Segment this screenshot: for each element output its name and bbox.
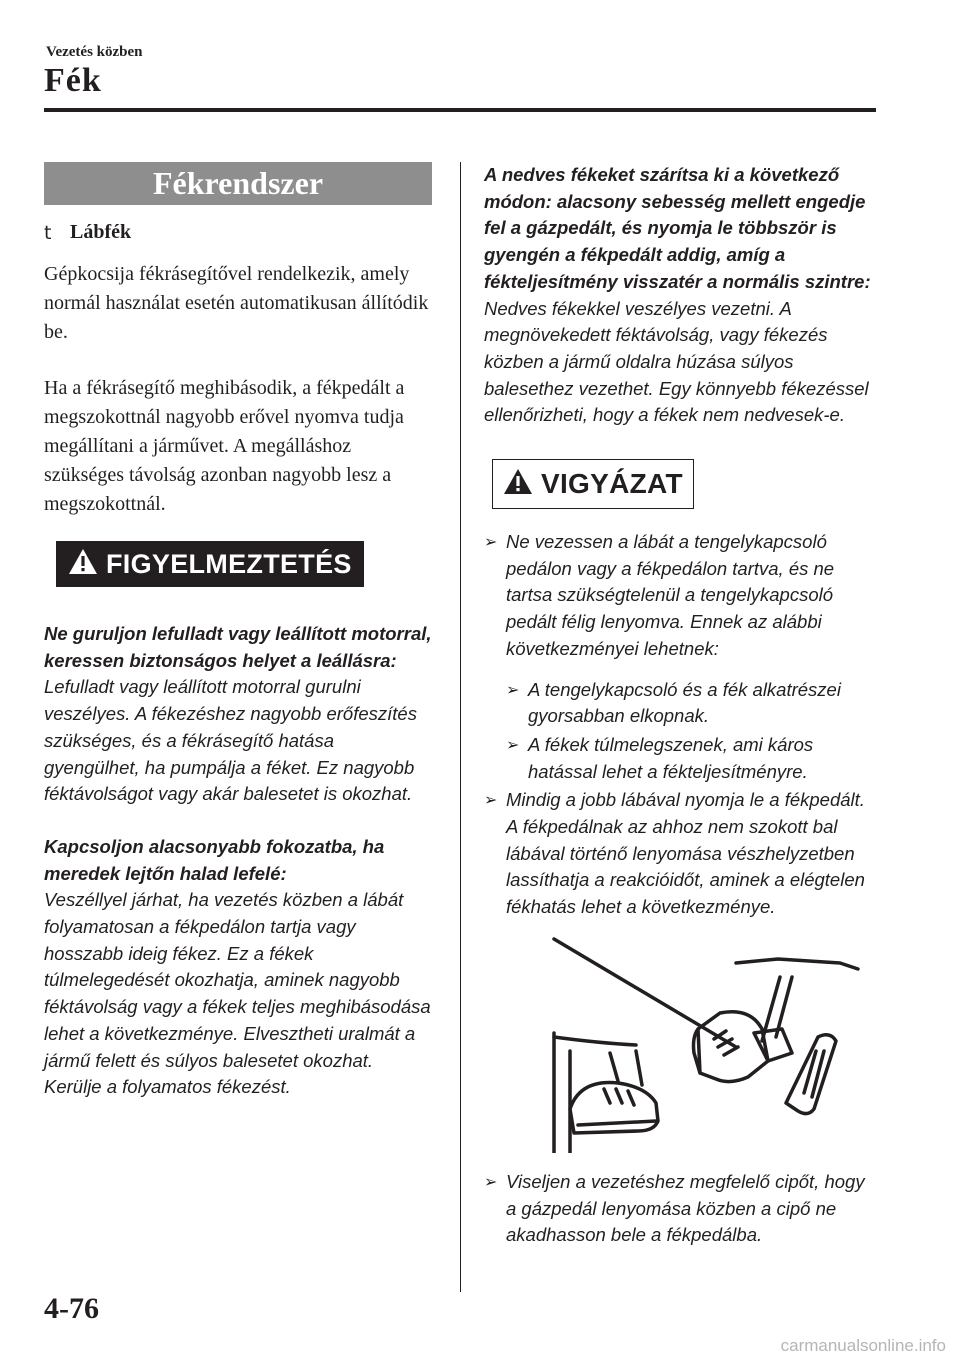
wet-brakes-body: Nedves fékekkel veszélyes vezetni. A megnövekedett féktávolság, vagy fékezés közben a jármű oldalra húzása súlyos balesethez vezethet. Egy könnyebb fékezéssel ellenőrizheti, hogy a fékek nem nedvesek-e. bbox=[484, 297, 869, 426]
left-column bbox=[44, 162, 434, 1101]
caution-box bbox=[492, 459, 694, 509]
warning-paragraph-2-title: Kapcsoljon alacsonyabb fokozatba, ha meredek lejtőn halad lefelé: bbox=[44, 835, 385, 884]
arrow-bullet-icon: ➢ bbox=[484, 1171, 498, 1191]
caution-label: VIGYÁZAT bbox=[541, 468, 683, 500]
wet-brakes-title: A nedves fékeket szárítsa ki a következő módon: alacsony sebesség mellett engedje fel a gázpedált, és nyomja le többször is gyengén a fékpedált addig, amíg a fékteljesítmény visszatér a normális szintre: bbox=[484, 164, 871, 292]
warning-label: FIGYELMEZTETÉS bbox=[106, 548, 352, 579]
caution-bullet-2 bbox=[484, 787, 876, 921]
right-column bbox=[484, 162, 876, 1249]
warning-paragraph-2-body: Veszéllyel járhat, ha vezetés közben a lábát folyamatosan a fékpedálon tartja vagy hosszabb ideig fékez. Ez a fékek túlmelegedését okozhatja, aminek nagyobb féktávolság vagy a fékek teljes meghibásodása lehet a következménye. Elvesztheti uralmát a jármű felett és súlyos balesetet okozhat. Kerülje a folyamatos fékezést. bbox=[44, 889, 431, 1098]
subsection-bullet: t bbox=[44, 221, 52, 244]
subsection-title: Lábfék bbox=[70, 221, 132, 243]
chapter-title: Fék bbox=[44, 62, 102, 99]
caution-list bbox=[484, 529, 876, 921]
caution-sub-bullet-1-text: A tengelykapcsoló és a fék alkatrészei gyorsabban elkopnak. bbox=[528, 678, 841, 727]
running-head: Vezetés közben bbox=[46, 44, 143, 60]
warning-triangle-icon bbox=[68, 548, 98, 580]
warning-box bbox=[56, 541, 364, 587]
wet-brakes-paragraph bbox=[484, 162, 876, 429]
caution-sub-bullet-2-text: A fékek túlmelegszenek, ami káros hatással lehet a fékteljesítményre. bbox=[528, 733, 814, 782]
intro-paragraph-1: Gépkocsija fékrásegítővel rendelkezik, amely normál használat esetén automatikusan állítódik be. bbox=[44, 263, 429, 343]
intro-paragraph-2: Ha a fékrásegítő meghibásodik, a fékpedált a megszokottnál nagyobb erővel nyomva tudja megállítani a járművet. A megálláshoz szükséges távolság azonban nagyobb lesz a megszokottnál. bbox=[44, 377, 405, 515]
caution-sub-bullet-2 bbox=[506, 732, 876, 785]
caution-bullet-1 bbox=[484, 529, 876, 663]
caution-bullet-3-text: Viseljen a vezetéshez megfelelő cipőt, hogy a gázpedál lenyomása közben a cipő ne akadhasson bele a fékpedálba. bbox=[506, 1170, 865, 1246]
subsection-heading bbox=[44, 221, 434, 244]
pedal-footwell-illustration bbox=[518, 933, 878, 1153]
section-title-banner: Fékrendszer bbox=[44, 162, 432, 205]
warning-paragraph-1-title: Ne guruljon lefulladt vagy leállított motorral, keressen biztonságos helyet a leállásra: bbox=[44, 623, 432, 671]
watermark: carmanualsonline.info bbox=[780, 1336, 946, 1355]
arrow-bullet-icon: ➢ bbox=[506, 679, 520, 699]
warning-paragraph-2 bbox=[44, 834, 434, 1101]
caution-triangle-icon bbox=[503, 468, 533, 500]
caution-bullet-1-text: Ne vezessen a lábát a tengelykapcsoló pedálon vagy a fékpedálon tartva, és ne tartsa szükségtelenül a tengelykapcsoló pedált félig lenyomva. Ennek az alábbi következményei lehetnek: bbox=[506, 531, 835, 659]
caution-sub-bullet-1 bbox=[506, 677, 876, 730]
warning-paragraph-1 bbox=[44, 621, 434, 808]
caution-bullet-3 bbox=[484, 1169, 876, 1249]
arrow-bullet-icon: ➢ bbox=[484, 790, 498, 810]
caution-bullet-2-text: Mindig a jobb lábával nyomja le a fékpedált. A fékpedálnak az ahhoz nem szokott bal lábával történő lenyomása vészhelyzetben lassíthatja a reakcióidőt, aminek a elégtelen fékhatás lehet a következménye. bbox=[506, 789, 865, 918]
caution-sub-list bbox=[484, 677, 876, 786]
page-number: 4-76 bbox=[44, 1292, 99, 1325]
arrow-bullet-icon: ➢ bbox=[484, 532, 498, 552]
warning-paragraph-1-body: Lefulladt vagy leállított motorral gurulni veszélyes. A fékezéshez nagyobb erőfeszítés szükséges, és a fékrásegítő hatása gyengülhet, ha pumpálja a féket. Ez nagyobb féktávolságot vagy akár balesetet is okozhat. bbox=[44, 676, 417, 805]
header-rule bbox=[44, 108, 876, 112]
column-divider bbox=[460, 162, 461, 1292]
arrow-bullet-icon: ➢ bbox=[506, 734, 520, 754]
